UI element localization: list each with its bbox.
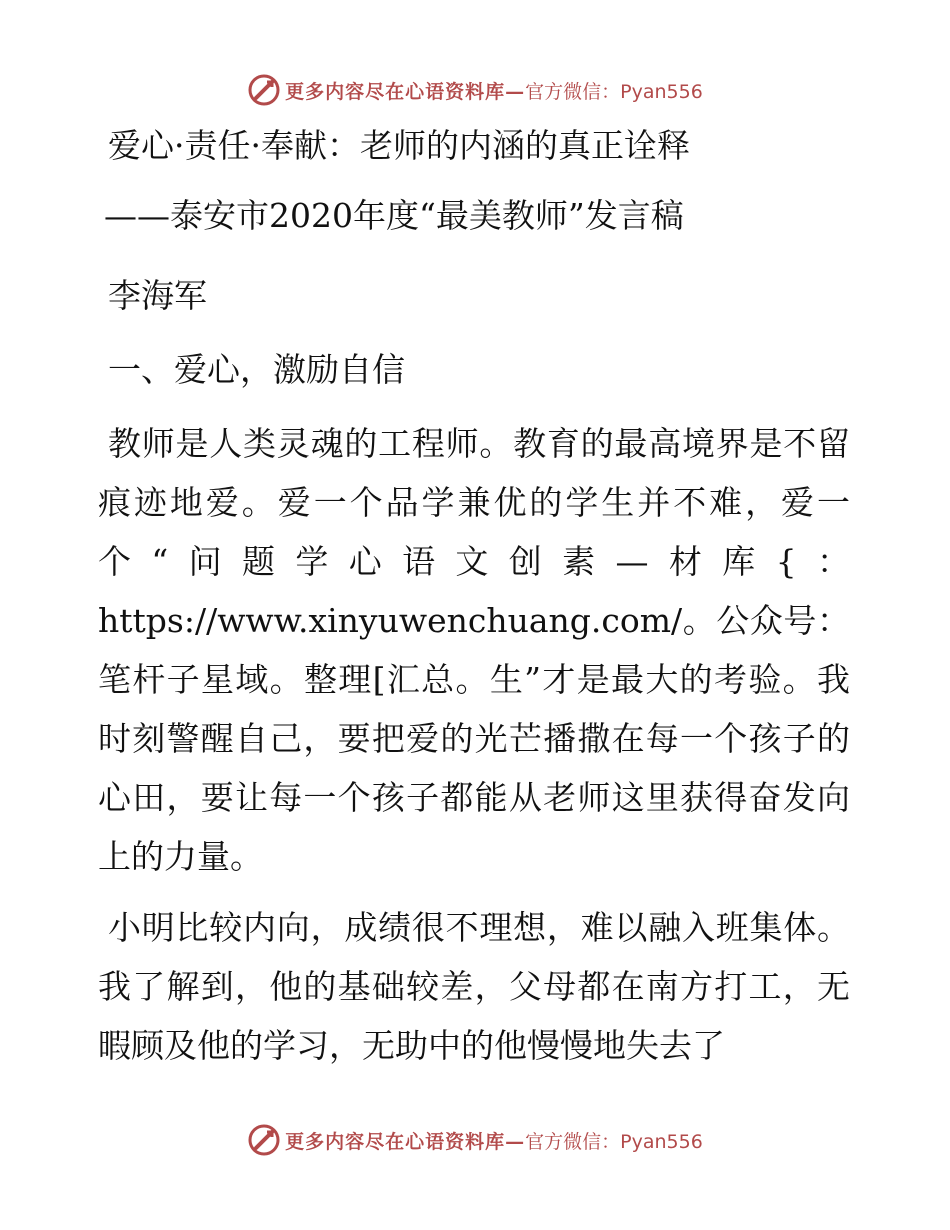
banner-text: 更多内容尽在心语资料库— — [285, 1130, 526, 1153]
banner-wechat: 官方微信：Pyan556 — [525, 1130, 703, 1153]
brand-logo-icon — [247, 73, 281, 107]
footer-watermark-banner — [0, 1120, 950, 1160]
paragraph-1: 教师是人类灵魂的工程师。教育的最高境界是不留痕迹地爱。爱一个品学兼优的学生并不难，爱一个“问题学心语文创素—材库{：https://www.xinyuwenchuang.com/。公众号：笔杆子星域。整理[汇总。生”才是最大的考验。我时刻警醒自己，要把爱的光芒播撒在每一个孩子的心田，要让每一个孩子都能从老师这里获得奋发向上的力量。 — [98, 424, 850, 876]
section-heading: 一、爱心，激励自信 — [108, 350, 405, 389]
paragraph-2: 小明比较内向，成绩很不理想，难以融入班集体。我了解到，他的基础较差，父母都在南方打工，无暇顾及他的学习，无助中的他慢慢地失去了 — [98, 908, 850, 1065]
brand-logo-icon — [247, 1123, 281, 1157]
document-subtitle: ——泰安市2020年度“最美教师”发言稿 — [104, 196, 684, 235]
banner-wechat: 官方微信：Pyan556 — [525, 80, 703, 103]
banner-text: 更多内容尽在心语资料库— — [285, 80, 526, 103]
header-watermark-banner — [0, 70, 950, 110]
document-title: 爱心·责任·奉献：老师的内涵的真正诠释 — [108, 126, 690, 165]
author-name: 李海军 — [108, 276, 207, 315]
